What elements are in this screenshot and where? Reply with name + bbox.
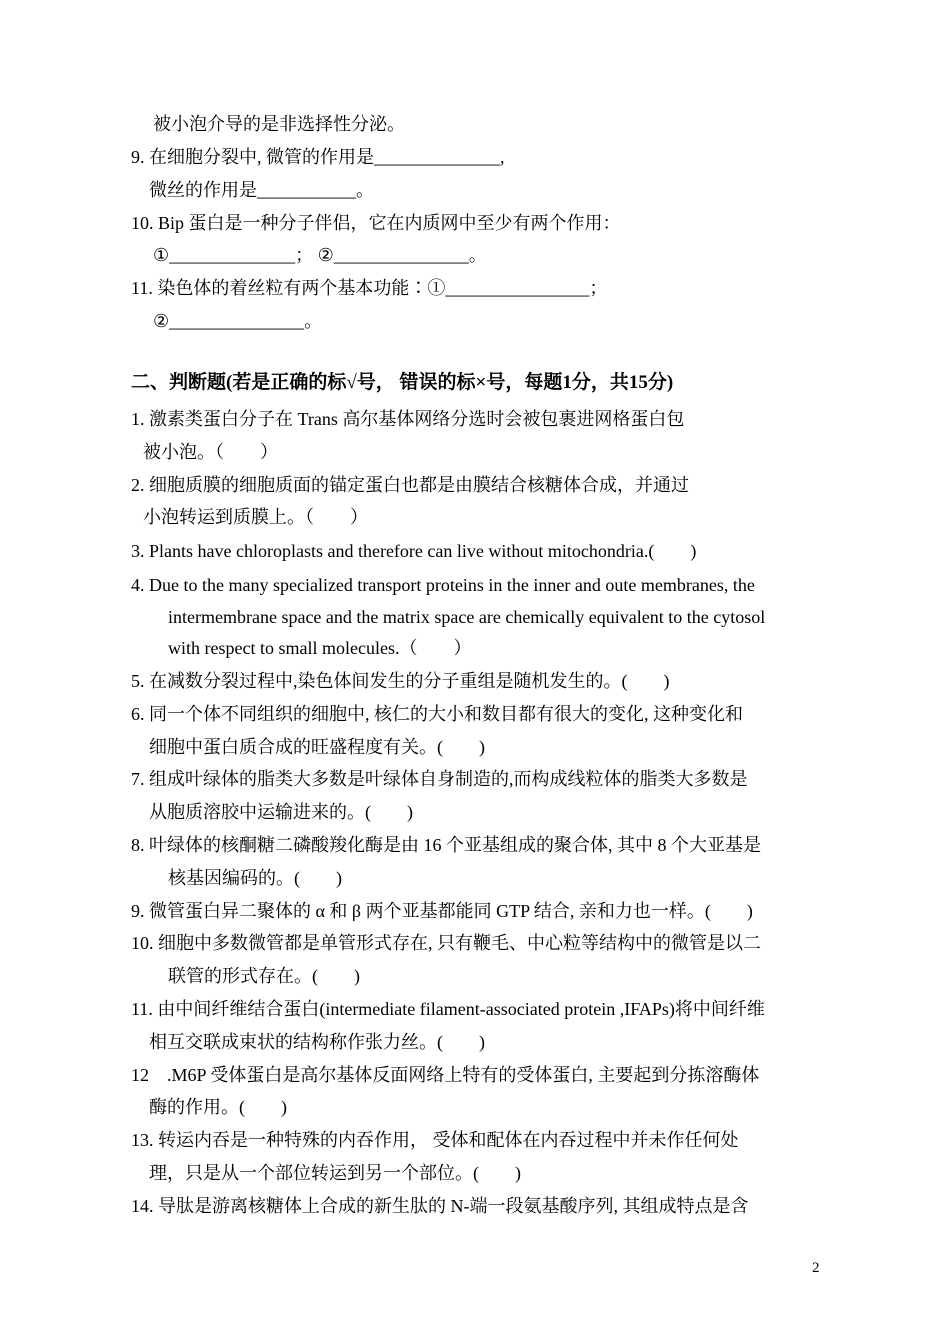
question-line: 3. Plants have chloroplasts and therefore can live without mitochondria.( )	[131, 541, 697, 561]
question-line: 酶的作用。( )	[149, 1097, 287, 1117]
question-line: 小泡转运到质膜上。（ ）	[143, 507, 368, 527]
question-line: 从胞质溶胶中运输进来的。( )	[149, 802, 413, 822]
question-line: 被小泡。（ ）	[143, 442, 278, 462]
fill-in-line: 9. 在细胞分裂中, 微管的作用是______________,	[131, 147, 505, 167]
question-line: 细胞中蛋白质合成的旺盛程度有关。( )	[149, 737, 485, 757]
question-line: 13. 转运内吞是一种特殊的内吞作用， 受体和配体在内吞过程中并未作任何处	[131, 1130, 739, 1150]
question-line: 11. 由中间纤维结合蛋白(intermediate filament-associated protein ,IFAPs)将中间纤维	[131, 999, 765, 1019]
question-line: 6. 同一个体不同组织的细胞中, 核仁的大小和数目都有很大的变化, 这种变化和	[131, 704, 743, 724]
question-line: 2. 细胞质膜的细胞质面的锚定蛋白也都是由膜结合核糖体合成，并通过	[131, 475, 689, 495]
question-line: 5. 在减数分裂过程中,染色体间发生的分子重组是随机发生的。( )	[131, 671, 670, 691]
question-line: 1. 激素类蛋白分子在 Trans 高尔基体网络分选时会被包裹进网格蛋白包	[131, 409, 685, 429]
question-line: 4. Due to the many specialized transport proteins in the inner and oute membranes, the	[131, 575, 755, 595]
fill-in-line: 10. Bip 蛋白是一种分子伴侣，它在内质网中至少有两个作用：	[131, 213, 621, 233]
section-heading: 二、判断题(若是正确的标√号， 错误的标×号，每题1分，共15分)	[131, 372, 674, 393]
fill-in-line: 11. 染色体的着丝粒有两个基本功能∶①________________；	[131, 278, 608, 298]
question-line: with respect to small molecules.（ ）	[168, 638, 472, 658]
fill-in-line: 微丝的作用是___________。	[149, 180, 374, 200]
question-line: 14. 导肽是游离核糖体上合成的新生肽的 N-端一段氨基酸序列, 其组成特点是含	[131, 1196, 749, 1216]
question-line: 10. 细胞中多数微管都是单管形式存在, 只有鞭毛、中心粒等结构中的微管是以二	[131, 933, 761, 953]
page-number: 2	[812, 1260, 820, 1276]
fill-in-line: ①______________； ②_______________。	[153, 245, 487, 265]
question-line: 8. 叶绿体的核酮糖二磷酸羧化酶是由 16 个亚基组成的聚合体, 其中 8 个大亚基是	[131, 835, 761, 855]
fill-in-line: ②_______________。	[153, 311, 323, 331]
question-line: 联管的形式存在。( )	[168, 966, 360, 986]
question-line: 9. 微管蛋白异二聚体的 α 和 β 两个亚基都能同 GTP 结合, 亲和力也一样。( )	[131, 901, 753, 921]
fill-in-line: 被小泡介导的是非选择性分泌。	[153, 114, 405, 134]
question-line: 7. 组成叶绿体的脂类大多数是叶绿体自身制造的,而构成线粒体的脂类大多数是	[131, 769, 748, 789]
question-line: 理，只是从一个部位转运到另一个部位。( )	[149, 1163, 521, 1183]
question-line: 核基因编码的。( )	[168, 868, 342, 888]
question-line: 12 .M6P 受体蛋白是高尔基体反面网络上特有的受体蛋白, 主要起到分拣溶酶体	[131, 1065, 760, 1085]
question-line: intermembrane space and the matrix space are chemically equivalent to the cytosol	[168, 607, 766, 627]
question-line: 相互交联成束状的结构称作张力丝。( )	[149, 1032, 485, 1052]
